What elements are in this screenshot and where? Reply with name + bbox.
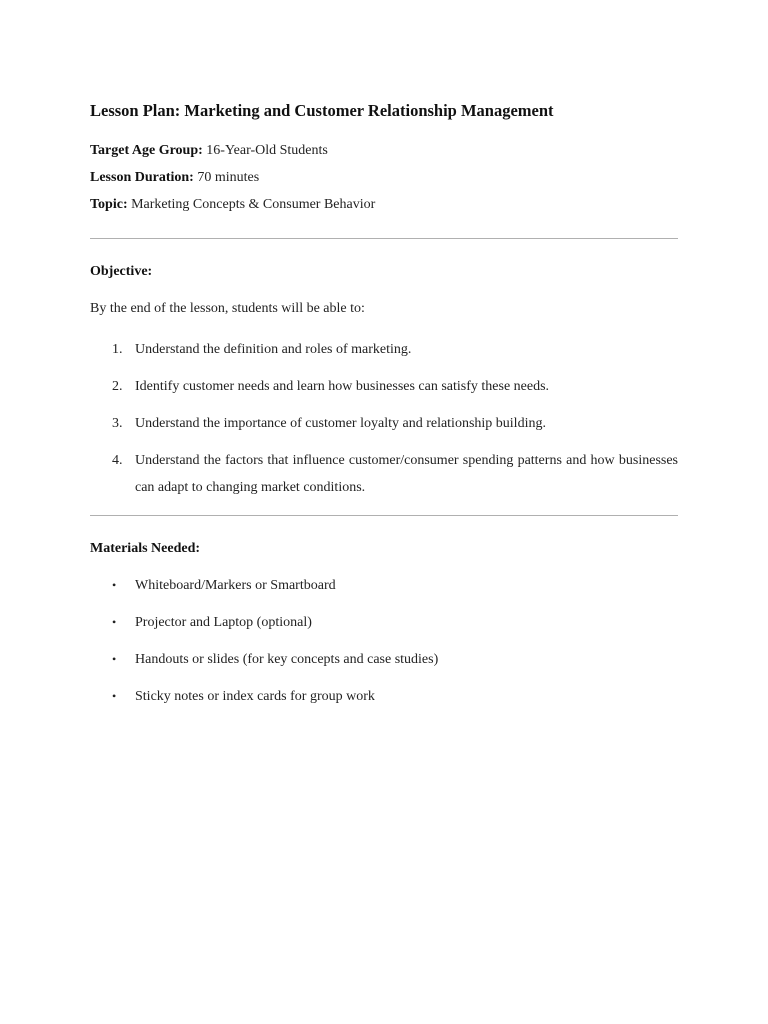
item-text: Projector and Laptop (optional) bbox=[135, 615, 312, 630]
meta-value: 70 minutes bbox=[197, 170, 260, 185]
materials-list bbox=[90, 576, 678, 706]
bullet-icon: • bbox=[112, 652, 117, 666]
bullet-icon: • bbox=[112, 615, 117, 629]
item-text: Understand the definition and roles of marketing. bbox=[135, 342, 412, 357]
item-text: Handouts or slides (for key concepts and case studies) bbox=[135, 652, 439, 667]
item-text: Understand the importance of customer loyalty and relationship building. bbox=[135, 416, 546, 431]
material-item bbox=[90, 613, 678, 632]
item-number: 4. bbox=[112, 453, 123, 468]
item-number: 3. bbox=[112, 416, 123, 431]
meta-label: Target Age Group: bbox=[90, 143, 203, 158]
item-text: Whiteboard/Markers or Smartboard bbox=[135, 578, 336, 593]
meta-value: Marketing Concepts & Consumer Behavior bbox=[131, 197, 376, 212]
objective-item bbox=[90, 410, 678, 437]
item-number: 2. bbox=[112, 379, 123, 394]
document-content bbox=[90, 100, 678, 724]
bullet-icon: • bbox=[112, 689, 117, 703]
material-item bbox=[90, 687, 678, 706]
item-text: Sticky notes or index cards for group work bbox=[135, 689, 375, 704]
meta-label: Topic: bbox=[90, 197, 128, 212]
material-item bbox=[90, 650, 678, 669]
objective-item bbox=[90, 336, 678, 363]
item-number: 1. bbox=[112, 342, 123, 357]
objective-item bbox=[90, 447, 678, 501]
materials-heading: Materials Needed: bbox=[90, 541, 201, 556]
item-text: Identify customer needs and learn how businesses can satisfy these needs. bbox=[135, 379, 550, 394]
objective-intro: By the end of the lesson, students will be able to: bbox=[90, 301, 365, 316]
material-item bbox=[90, 576, 678, 595]
page-title: Lesson Plan: Marketing and Customer Relationship Management bbox=[90, 101, 554, 120]
item-text: Understand the factors that influence customer/consumer spending patterns and how businesses can adapt to changing market conditions. bbox=[135, 453, 678, 495]
meta-topic bbox=[90, 195, 678, 214]
meta-label: Lesson Duration: bbox=[90, 170, 194, 185]
section-divider bbox=[90, 515, 678, 516]
objective-list bbox=[90, 336, 678, 501]
meta-target-age-group bbox=[90, 141, 678, 160]
meta-value: 16-Year-Old Students bbox=[206, 143, 328, 158]
meta-lesson-duration bbox=[90, 168, 678, 187]
section-divider bbox=[90, 238, 678, 239]
bullet-icon: • bbox=[112, 578, 117, 592]
objective-item bbox=[90, 373, 678, 400]
objective-heading: Objective: bbox=[90, 264, 153, 279]
